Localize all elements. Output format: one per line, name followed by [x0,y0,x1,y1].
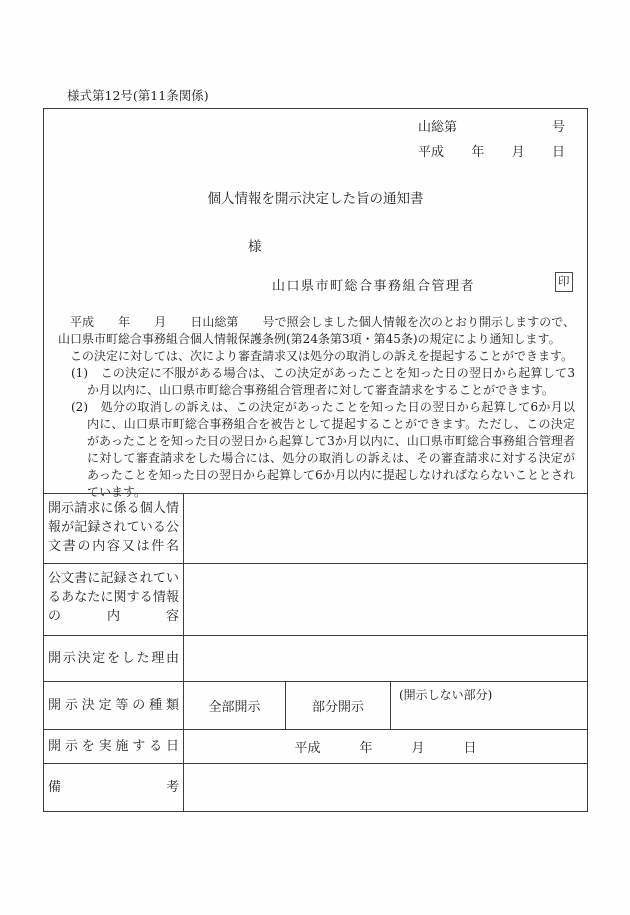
row-label-personal-info: 公文書に記録されているあなたに関する情報の内容 [48,571,179,624]
row-label-cell [44,564,184,635]
table-row [44,682,587,730]
row-label-cell [44,730,184,763]
table-row [44,730,587,764]
document-frame [43,108,588,812]
row-value-document-contents [184,494,587,563]
doc-number-suffix: 号 [551,120,565,135]
doc-number-prefix: 山総第 [418,120,458,135]
date-year: 年 [471,145,485,160]
body-clause-1: (1) この決定に不服がある場合は、この決定があったことを知った日の翌日から起算して3か月以内に、山口県市町総合事務組合管理者に対して審査請求をすることができます。 [71,366,575,397]
addressee-honorific: 様 [248,239,262,255]
doc-date-line [418,141,565,158]
body-paragraph-1: 平成 年 月 日山総第 号で照会しました個人情報を次のとおり開示しますので、山口県市町総合事務組合個人情報保護条例(第24条第3項・第45条)の規定により通知します。 [58,315,575,346]
row-label-remarks: 備考 [48,780,179,795]
table-row [44,564,587,636]
row-label-cell [44,636,184,681]
body-clause-2: (2) 処分の取消しの訴えは、この決定があったことを知った日の翌日から起算して6か月以内に、山口県市町総合事務組合を被告として提起することができます。ただし、この決定があったことを知った日の翌日から起算して3か月以内に、山口県市町総合事務組合管理者に対して審査請求をした場合には、処分の取消しの訴えは、その審査請求に対する決定があったことを知った日の翌日から起算して6か月以内に提起しなければならないこととされています。 [71,400,575,499]
notification-body [58,314,575,501]
document-title: 個人情報を開示決定した旨の通知書 [207,191,424,207]
table-row [44,764,587,811]
date-day: 日 [551,145,565,160]
seal-stamp-mark: 印 [555,272,573,292]
issuer-name: 山口県市町総合事務組合管理者 [272,279,476,294]
form-number-label: 様式第12号(第11条関係) [67,88,209,103]
non-disclosed-part-note: (開示しない部分) [399,688,493,702]
row-label-cell [44,494,184,563]
doc-number-line [418,116,565,133]
doc-number-block [418,116,565,166]
row-label-decision-type: 開示決定等の種類 [48,698,179,713]
row-value-decision-reason [184,636,587,681]
row-label-decision-reason: 開示決定をした理由 [48,651,179,666]
body-paragraph-2: この決定に対しては、次により審査請求又は処分の取消しの訴えを提起することができます。 [58,349,574,363]
row-value-remarks [184,764,587,811]
option-partial-disclosure: 部分開示 [286,682,391,729]
date-era: 平成 [418,145,445,160]
row-label-cell [44,764,184,811]
date-month: 月 [511,145,525,160]
row-label-disclosure-date: 開示を実施する日 [48,739,179,754]
option-full-disclosure: 全部開示 [184,682,286,729]
row-label-document-contents: 開示請求に係る個人情報が記録されている公文書の内容又は件名 [48,501,179,554]
row-label-cell [44,682,184,729]
table-row [44,636,587,682]
row-value-personal-info [184,564,587,635]
disclosure-detail-table [44,493,587,811]
row-value-disclosure-date: 平成 年 月 日 [294,741,477,756]
table-row [44,494,587,564]
